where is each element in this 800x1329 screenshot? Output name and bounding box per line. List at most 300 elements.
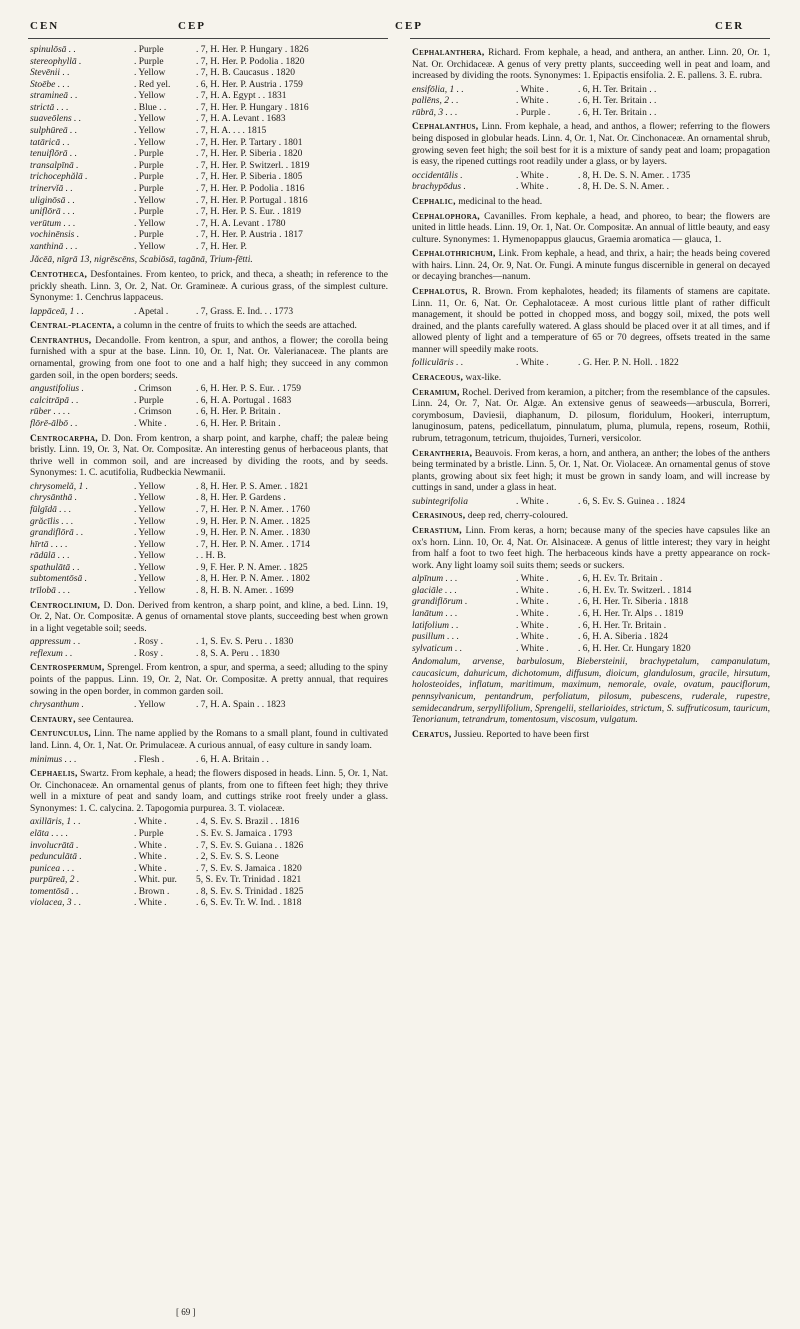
entry-text: Beauvois. From keras, a horn, and anthera, an anther; the lobes of the anthers being terminated by a bristle. Linn. 5, Or. 1, Nat. Or. Violaceæ. An ornamental genus of stove plants, growing about six feet high; it must be grown in sandy loam, and will increase by cuttings in sand, under a glass in heat. — [412, 448, 770, 494]
species-details: . 6, H. Her. P. Britain . — [196, 418, 281, 429]
running-head-left-first: CEN — [30, 20, 60, 32]
entry-headword: Cephalophora, — [412, 211, 480, 222]
species-details: . 6, H. A. Britain . . — [196, 754, 269, 765]
species-name: calcitrāpā . . — [30, 395, 79, 406]
entry-text: Richard. From kephale, a head, and anthera, an anther. Linn. 20, Or. 1, Nat. Or. Orchidaceæ. A genus of very pretty plants, succeeding well in peat and loam, and increased by dividing the roots. Synonymes: 1. Epipactis ensifolia. 2. E. pallens. 3. E. rubra. — [412, 48, 770, 82]
species-name: tomentōsā . . — [30, 886, 79, 897]
species-details: . 7, H. A. Egypt . . 1831 — [196, 91, 287, 102]
flower-colour: . White . — [516, 609, 549, 620]
species-name: spinulōsā . . — [30, 45, 76, 55]
flower-colour: . Purple — [134, 207, 164, 218]
flower-colour: . Yellow — [134, 137, 166, 148]
species-details: . 7, S. Ev. S. Guiana . . 1826 — [196, 840, 304, 851]
species-name: hīrtā . . . . — [30, 539, 68, 550]
species-details: . 8, H. Her. P. Gardens . — [196, 493, 286, 504]
species-details: . 6, H. Ter. Britain . . — [578, 96, 657, 107]
species-row — [30, 172, 388, 184]
flower-colour: . Purple — [134, 160, 164, 171]
species-name: minimus . . . — [30, 754, 77, 765]
species-row — [30, 528, 388, 540]
entry-headword: Cerantheria, — [412, 448, 473, 459]
species-details: . 1, S. Ev. S. Peru . . 1830 — [196, 637, 294, 648]
species-details: . 6, H. Ev. Tr. Switzerl. . 1814 — [578, 585, 692, 596]
entry-headword: Cephalothrichum, — [412, 249, 496, 260]
flower-colour: . Yellow — [134, 586, 166, 597]
species-details: . 8, S. A. Peru . . 1830 — [196, 648, 280, 659]
flower-colour: . Red yel. — [134, 79, 171, 90]
species-row — [30, 574, 388, 586]
entry-text: Linn. From keras, a horn; because many of the species have capsules like an ox's horn. Linn. 10, Or. 4, Nat. Or. Alsinaceæ. A genus of little interest; they vary in height from half a foot to two feet high. The herbaceous kinds have a pretty appearance on rock-work. Any light loamy soil suits them; seeds or suckers. — [412, 525, 770, 571]
species-name: folliculāris . . — [412, 358, 464, 369]
species-name: sulphūreā . . — [30, 126, 78, 137]
species-name: stereophyllā . — [30, 56, 82, 67]
species-details: . 7, Grass. E. Ind. . . 1773 — [196, 306, 294, 317]
flower-colour: . Yellow — [134, 68, 166, 79]
flower-colour: . White . — [134, 817, 167, 828]
species-details: . 6, H. Her. Tr. Siberia . 1818 — [578, 597, 689, 608]
species-row — [30, 898, 388, 910]
species-note: Jăcēā, nīgrā 13, nigrēscēns, Scabiōsā, tagānā, Trium-fētti. — [30, 255, 253, 266]
species-row — [30, 493, 388, 505]
flower-colour: . White . — [516, 182, 549, 193]
species-name: trinervĭā . . — [30, 183, 73, 194]
page-number: [ 69 ] — [176, 1307, 196, 1317]
species-name: occidentālis . — [412, 170, 463, 181]
flower-colour: . Rosy . — [134, 648, 164, 659]
species-row — [30, 540, 388, 552]
flower-colour: . Yellow — [134, 574, 166, 585]
flower-colour: . Yellow — [134, 493, 166, 504]
species-details: . 7, H. Her. P. N. Amer. . 1760 — [196, 504, 310, 515]
species-row — [30, 207, 388, 219]
flower-colour: . Yellow — [134, 241, 166, 252]
species-name: involucrātā . — [30, 840, 79, 851]
dictionary-entry — [412, 526, 770, 572]
flower-colour: . White . — [134, 852, 167, 863]
species-name: spathulātā . . — [30, 562, 80, 573]
flower-colour: . Yellow — [134, 551, 166, 562]
entry-headword: Ceratus, — [412, 729, 452, 740]
flower-colour: . White . — [516, 597, 549, 608]
species-row — [30, 482, 388, 494]
flower-colour: . Yellow — [134, 562, 166, 573]
dictionary-entry — [30, 336, 388, 382]
entry-headword: Cephalotus, — [412, 286, 468, 297]
species-row — [30, 407, 388, 419]
species-details: . 7, H. Her. P. Siberia . 1820 — [196, 149, 303, 160]
species-name: lappāceā, 1 . . — [30, 306, 84, 317]
species-details: . 7, H. Her. P. Hungary . 1826 — [196, 45, 309, 55]
entry-headword: Cephalic, — [412, 196, 456, 207]
entry-text: Rochel. Derived from keramion, a pitcher; from the resemblance of the capsules. Linn. 24, Or. 7, Nat. Or. Algæ. An extensive genus of seaweeds—arbuscula, Borreri, corymbosum, Daviesii, diaphanum, D. pilosum, floridulum, Hookeri, interruptum, lanuginosum, patens, pedicellatum, pinnulatum, pluma, plumula, repens, roseum, Rothii, rubrum, tetragonum, tetricum, thujoides, Turneri, versicolor. — [412, 387, 770, 444]
species-row — [30, 755, 388, 767]
species-details: . 6, S. Ev. S. Guinea . . 1824 — [578, 496, 686, 507]
species-row — [412, 586, 770, 598]
entry-headword: Cerasinous, — [412, 511, 466, 522]
species-row — [30, 700, 388, 712]
flower-colour: . White . — [134, 898, 167, 909]
species-name: suaveōlens . . — [30, 114, 82, 125]
flower-colour: . Yellow — [134, 700, 166, 711]
entry-text: Decandolle. From kentron, a spur, and anthos, a flower; the corolla being furnished with a spur at the base. Linn. 10, Or. 1, Nat. Or. Valerianaceæ. The plants are ornamental, growing from one foot to one and a half high; they succeed in any common garden soil, in the open borders; seeds. — [30, 335, 388, 381]
flower-colour: . Purple — [134, 172, 164, 183]
species-row — [30, 307, 388, 319]
dictionary-entry — [30, 729, 388, 752]
entry-text: Linn. The name applied by the Romans to a small plant, found in cultivated land. Linn. 4, Or. 1, Nat. Or. Primulaceæ. A curious annual, of easy culture in sandy loam. — [30, 729, 388, 751]
species-details: . 9, H. Her. P. N. Amer. . 1825 — [196, 516, 310, 527]
species-name: violacea, 3 . . — [30, 898, 82, 909]
species-details: . 9, H. Her. P. N. Amer. . 1830 — [196, 528, 310, 539]
species-name: pedunculātā . — [30, 852, 82, 863]
species-name: lanātum . . . — [412, 609, 458, 620]
flower-colour: . White . — [134, 418, 167, 429]
species-row — [30, 384, 388, 396]
species-name: ensifōlia, 1 . . — [412, 84, 464, 95]
species-details: . 8, H. Her. P. S. Amer. . 1821 — [196, 481, 309, 492]
species-details: . 8, H. Her. P. N. Amer. . 1802 — [196, 574, 310, 585]
flower-colour: . Yellow — [134, 91, 166, 102]
dictionary-entry — [412, 249, 770, 284]
species-name: reflexum . . — [30, 648, 73, 659]
species-details: . 2, S. Ev. S. S. Leone — [196, 852, 279, 863]
species-name: transalpīnā . — [30, 160, 79, 171]
species-name: grandiflōrā . . — [30, 528, 84, 539]
dictionary-entry — [30, 321, 388, 333]
species-row — [30, 841, 388, 853]
flower-colour: . Purple — [134, 829, 164, 839]
species-row — [30, 551, 388, 563]
species-row — [412, 621, 770, 633]
entry-headword: Central-placenta, — [30, 321, 115, 332]
species-name: appressum . . — [30, 637, 81, 648]
dictionary-entry — [412, 449, 770, 495]
species-row — [412, 85, 770, 97]
species-details: . 6, H. Her. P. Austria . 1759 — [196, 79, 303, 90]
species-row — [412, 644, 770, 656]
entry-text: Sprengel. From kentron, a spur, and sperma, a seed; alluding to the spiny points of the pappus. Linn. 19, Or. 2, Nat. Or. Compositæ. A pretty annual, that requires sowing in the open border, in common garden soil. — [30, 663, 388, 697]
entry-headword: Centotheca, — [30, 269, 88, 280]
species-details: . 9, F. Her. P. N. Amer. . 1825 — [196, 562, 308, 573]
header-rule-right — [410, 38, 770, 39]
entry-headword: Centrospermum, — [30, 663, 105, 674]
entry-headword: Ceramium, — [412, 387, 460, 398]
flower-colour: . Yellow — [134, 481, 166, 492]
flower-colour: . Yellow — [134, 218, 166, 229]
species-row — [30, 852, 388, 864]
species-details: . 6, H. Her. P. Britain . — [196, 407, 281, 418]
species-row — [412, 182, 770, 194]
species-details: . 6, H. Her. P. S. Eur. . 1759 — [196, 384, 302, 395]
species-name: uliginōsā . . — [30, 195, 75, 206]
species-name: tenuiflōrā . . — [30, 149, 77, 160]
species-details: . . H. B. — [196, 551, 226, 562]
species-row — [30, 184, 388, 196]
flower-colour: . Crimson — [134, 407, 172, 418]
species-name: chrysanthum . — [30, 700, 84, 711]
species-name: pallēns, 2 . . — [412, 96, 459, 107]
species-row — [30, 219, 388, 231]
species-row — [412, 597, 770, 609]
species-name: Stevēnii . . — [30, 68, 70, 79]
species-name: latifolium . . — [412, 620, 459, 631]
entry-headword: Cephalanthus, — [412, 122, 479, 133]
flower-colour: . Yellow — [134, 126, 166, 137]
species-name: verūtum . . . — [30, 218, 76, 229]
species-row — [412, 574, 770, 586]
species-name: grăcīlis . . . — [30, 516, 74, 527]
flower-colour: . Purple — [134, 56, 164, 67]
flower-colour: . Yellow — [134, 516, 166, 527]
species-name: pusillum . . . — [412, 632, 459, 643]
species-name: glaciāle . . . — [412, 585, 457, 596]
flower-colour: . Yellow — [134, 195, 166, 206]
entry-text: D. Don. From kentron, a sharp point, and karphe, chaff; the paleæ being bristly. Linn. 19, Or. 3, Nat. Or. Compositæ. An interesting genus of herbaceous plants, that thrive well in common soil, and are increased by dividing the roots, and by seeds. Synonymes: 1. C. acutifolia, Rudbeckia Newmanii. — [30, 433, 388, 479]
dictionary-entry — [30, 715, 388, 727]
species-details: . 7, H. Her. P. Siberia . 1805 — [196, 172, 303, 183]
entry-text: Link. From kephale, a head, and thrix, a hair; the heads being covered with hairs. Linn. 24, Or. 9, Nat. Or. Fungi. A minute fungus discernible in general on decayed or decaying branches—nanum. — [412, 249, 770, 283]
dictionary-entry — [412, 197, 770, 209]
species-row — [30, 196, 388, 208]
species-row — [30, 419, 388, 431]
species-name: rūber . . . . — [30, 407, 71, 418]
species-row — [30, 817, 388, 829]
species-details: . 7, H. Her. P. Portugal . 1816 — [196, 195, 308, 206]
species-name: strictā . . . — [30, 102, 69, 113]
dictionary-entry — [30, 270, 388, 305]
entry-text: R. Brown. From kephalotes, headed; its filaments of stamens are capitate. Linn. 11, Or. 6, Nat. Or. Cephalotaceæ. A most curious little plant of rather difficult management, it should be potted in chopped moss, and boggy soil, mixed, the pots well drained, and the plants carefully watered. A glass should be placed over it at all times, and if allowed plenty of light and a temperature of 65 or 70 degrees, offsets treated in the same manner will speedily make roots. — [412, 286, 770, 355]
flower-colour: . Purple — [134, 183, 164, 194]
species-name: sylvaticum . . — [412, 643, 463, 654]
species-row — [30, 829, 388, 841]
entry-text: a column in the centre of fruits to which the seeds are attached. — [114, 321, 357, 332]
entry-headword: Cerastium, — [412, 525, 462, 536]
entry-text: Linn. From kephale, a head, and anthos, a flower; referring to the flowers being disposed in globular heads. Linn. 4, Or. 1, Nat. Or. Cinchonaceæ. An ornamental shrub, growing seven feet high; the soil best for it is a mixture of sandy peat and loam; propagation is easy, the ripened cuttings root readily under a glass, or by layers. — [412, 122, 770, 168]
left-column — [30, 45, 388, 1317]
flower-colour: . Purple — [134, 395, 164, 406]
flower-colour: . Yellow — [134, 114, 166, 125]
entry-headword: Centunculus, — [30, 729, 92, 740]
species-row — [30, 637, 388, 649]
running-head-right-first: CEP — [395, 20, 423, 32]
species-row — [30, 505, 388, 517]
entry-headword: Ceraceous, — [412, 373, 464, 384]
flower-colour: . Whit. pur. — [134, 875, 177, 886]
entry-headword: Cephalanthera, — [412, 48, 485, 58]
right-column — [412, 45, 770, 1045]
entry-text: medicinal to the head. — [455, 196, 543, 207]
species-row — [30, 242, 388, 254]
species-row — [412, 358, 770, 370]
species-row — [30, 114, 388, 126]
species-name: trīlobā . . . — [30, 586, 71, 597]
species-details: . 8, H. De. S. N. Amer. . — [578, 182, 670, 193]
dictionary-entry — [30, 601, 388, 636]
species-details: . 6, H. Her. Tr. Britain . — [578, 620, 667, 631]
species-details: . 7, H. B. Caucasus . 1820 — [196, 68, 295, 79]
species-details: . 7, H. Her. P. S. Eur. . 1819 — [196, 207, 302, 218]
flower-colour: . Apetal . — [134, 306, 169, 317]
species-details: . 6, S. Ev. Tr. W. Ind. . 1818 — [196, 898, 302, 909]
species-name: flōrē-ālbō . . — [30, 418, 78, 429]
flower-colour: . Flesh . — [134, 754, 165, 765]
species-details: . G. Her. P. N. Holl. . 1822 — [578, 358, 679, 369]
species-row — [30, 517, 388, 529]
entry-text: deep red, cherry-coloured. — [465, 511, 568, 522]
dictionary-entry — [412, 388, 770, 446]
species-name: purpūreā, 2 . — [30, 875, 80, 886]
species-name: subintegrifolia — [412, 496, 468, 507]
species-details: . 7, H. Her. P. Hungary . 1816 — [196, 102, 309, 113]
species-details: . 6, H. Her. Tr. Alps . . 1819 — [578, 609, 684, 620]
species-row — [30, 161, 388, 173]
species-details: . S. Ev. S. Jamaica . 1793 — [196, 829, 293, 839]
species-name: chrysānthā . — [30, 493, 77, 504]
species-row — [30, 80, 388, 92]
entry-headword: Cephaelis, — [30, 769, 78, 780]
dictionary-entry — [412, 287, 770, 356]
species-name: subtomentōsā . — [30, 574, 87, 585]
species-details: . 7, H. Her. P. Podolia . 1820 — [196, 56, 305, 67]
species-details: . 6, H. A. Siberia . 1824 — [578, 632, 668, 643]
species-details: . 6, H. Ev. Tr. Britain . — [578, 574, 663, 585]
species-name: tatāricā . . — [30, 137, 70, 148]
dictionary-entry — [30, 663, 388, 698]
species-details: . 7, H. Her. P. Podolia . 1816 — [196, 183, 305, 194]
flower-colour: . White . — [516, 84, 549, 95]
entry-text: Desfontaines. From kenteo, to prick, and theca, a sheath; in reference to the prickly sheath. Linn. 3, Or. 2, Nat. Or. Gramineæ. A curious grass, of the simplest culture. Synonyme: 1. Cenchrus lappaceus. — [30, 269, 388, 304]
species-row — [30, 649, 388, 661]
species-note: Andomalum, arvense, barbulosum, Biebersteinii, brachypetalum, campanulatum, caucasicum, dahuricum, dichotomum, diffusum, dioicum, glandulosum, gracile, hirsutum, holosteoides, inflatum, maritimum, maximum, nemorale, ovale, ovatum, pauciflorum, pennsylvanicum, pentandrum, perfoliatum, pilosum, pubescens, ruderale, rupestre, semidecandrum, serpyllifolium, Sprengelii, stellarioides, strictum, S. suffruticosum, tauricum, Tenorianum, tetrandrum, tomentosum, viscosum, vulgatum. — [412, 657, 770, 726]
flower-colour: . Purple — [134, 149, 164, 160]
dictionary-entry — [412, 730, 770, 742]
flower-colour: . White . — [516, 643, 549, 654]
species-details: . 7, H. Her. P. N. Amer. . 1714 — [196, 539, 310, 550]
species-row — [30, 138, 388, 150]
species-name: trichocephălā . — [30, 172, 88, 183]
species-name: elāta . . . . — [30, 829, 68, 839]
species-name: alpīnum . . . — [412, 574, 458, 585]
flower-colour: . White . — [516, 170, 549, 181]
species-row — [30, 57, 388, 69]
species-details: . 6, H. Ter. Britain . . — [578, 84, 657, 95]
flower-colour: . Purple — [134, 45, 164, 55]
species-details: . 6, H. Her. Cr. Hungary 1820 — [578, 643, 691, 654]
species-name: Stoēbe . . . — [30, 79, 70, 90]
dictionary-entry — [412, 48, 770, 83]
flower-colour: . White . — [516, 620, 549, 631]
header-rule-left — [28, 38, 388, 39]
flower-colour: . White . — [516, 632, 549, 643]
flower-colour: . White . — [134, 863, 167, 874]
flower-colour: . Purple — [134, 230, 164, 241]
species-row — [30, 126, 388, 138]
species-row — [30, 68, 388, 80]
flower-colour: . Purple . — [516, 107, 551, 118]
flower-colour: . Yellow — [134, 528, 166, 539]
entry-text: D. Don. Derived from kentron, a sharp point, and kline, a bed. Linn. 19, Or. 2, Nat. Or. Compositæ. A genus of ornamental stove plants, succeeding best when grown in a light vegetable soil; seeds. — [30, 600, 388, 634]
flower-colour: . Yellow — [134, 504, 166, 515]
dictionary-entry — [412, 212, 770, 247]
dictionary-entry — [30, 769, 388, 815]
species-name: axillāris, 1 . . — [30, 817, 81, 828]
species-row — [30, 45, 388, 57]
species-name: rūbrā, 3 . . . — [412, 107, 458, 118]
flower-colour: . Yellow — [134, 539, 166, 550]
entry-text: Jussieu. Reported to have been first — [451, 729, 589, 740]
species-row — [412, 171, 770, 183]
flower-colour: . White . — [516, 96, 549, 107]
species-name: grandiflōrum . — [412, 597, 468, 608]
species-details: . 7, H. A. Spain . . 1823 — [196, 700, 286, 711]
flower-colour: . White . — [516, 496, 549, 507]
flower-colour: . White . — [516, 574, 549, 585]
species-row — [30, 103, 388, 115]
species-name: angustifolius . — [30, 384, 84, 395]
species-details: . 7, H. A. Levant . 1780 — [196, 218, 286, 229]
dictionary-entry — [30, 434, 388, 480]
species-name: stramineā . . — [30, 91, 78, 102]
entry-text: Cavanilles. From kephale, a head, and phoreo, to bear; the flowers are united in little heads. Linn. 19, Or. 1, Nat. Or. Compositæ. An annual of little beauty, and easy culture. Synonymes: 1. Hymenopappus glaucus, Graemia aromatica — glauca, 1. — [412, 211, 770, 245]
flower-colour: . White . — [516, 358, 549, 369]
species-row — [30, 91, 388, 103]
entry-headword: Centaury, — [30, 714, 76, 725]
dictionary-entry — [412, 122, 770, 168]
species-row — [412, 108, 770, 120]
species-row — [30, 230, 388, 242]
running-head-left-last: CEP — [178, 20, 206, 32]
flower-colour: . White . — [516, 585, 549, 596]
species-details: . 7, H. Her. P. Switzerl. . 1819 — [196, 160, 310, 171]
species-name: chrysomelă, 1 . — [30, 481, 89, 492]
species-details: . 4, S. Ev. S. Brazil . . 1816 — [196, 817, 300, 828]
species-name: uniflōrā . . . — [30, 207, 75, 218]
species-details: . 6, H. Ter. Britain . . — [578, 107, 657, 118]
species-row — [412, 497, 770, 509]
species-details: . 6, H. A. Portugal . 1683 — [196, 395, 292, 406]
species-row — [30, 563, 388, 575]
flower-colour: . White . — [134, 840, 167, 851]
species-row — [30, 586, 388, 598]
species-name: fūlgīdā . . . — [30, 504, 72, 515]
species-details: . 7, H. Her. P. — [196, 241, 247, 252]
species-row — [30, 875, 388, 887]
species-row — [412, 609, 770, 621]
dictionary-entry — [412, 373, 770, 385]
species-details: . 7, H. Her. P. Tartary . 1801 — [196, 137, 303, 148]
dictionary-entry — [412, 511, 770, 523]
entry-headword: Centrocarpha, — [30, 433, 98, 444]
species-name: rādūlā . . . — [30, 551, 70, 562]
entry-headword: Centroclinium, — [30, 600, 101, 611]
species-row — [412, 632, 770, 644]
species-details: . 8, H. B. N. Amer. . 1699 — [196, 586, 294, 597]
flower-colour: . Brown . — [134, 886, 170, 897]
species-name: brachypōdus . — [412, 182, 466, 193]
species-row — [30, 149, 388, 161]
flower-colour: . Rosy . — [134, 637, 164, 648]
species-row — [412, 96, 770, 108]
running-head-right-last: CER — [715, 20, 745, 32]
species-row — [30, 887, 388, 899]
species-row — [30, 396, 388, 408]
species-name: punicea . . . — [30, 863, 75, 874]
flower-colour: . Crimson — [134, 384, 172, 395]
species-details: . 7, H. Her. P. Austria . 1817 — [196, 230, 303, 241]
species-row — [30, 864, 388, 876]
entry-headword: Centranthus, — [30, 335, 92, 346]
entry-text: Swartz. From kephale, a head; the flowers disposed in heads. Linn. 5, Or. 1, Nat. Or. Cinchonaceæ. An ornamental genus of plants, from one to fifteen feet high; they thrive well in a mixture of peat and sandy loam, and cuttings strike root freely under a glass. Synonymes: 1. C. calycina. 2. Tapogomia purpurea. 3. T. violaceæ. — [30, 769, 388, 814]
species-name: vochinēnsis . — [30, 230, 80, 241]
